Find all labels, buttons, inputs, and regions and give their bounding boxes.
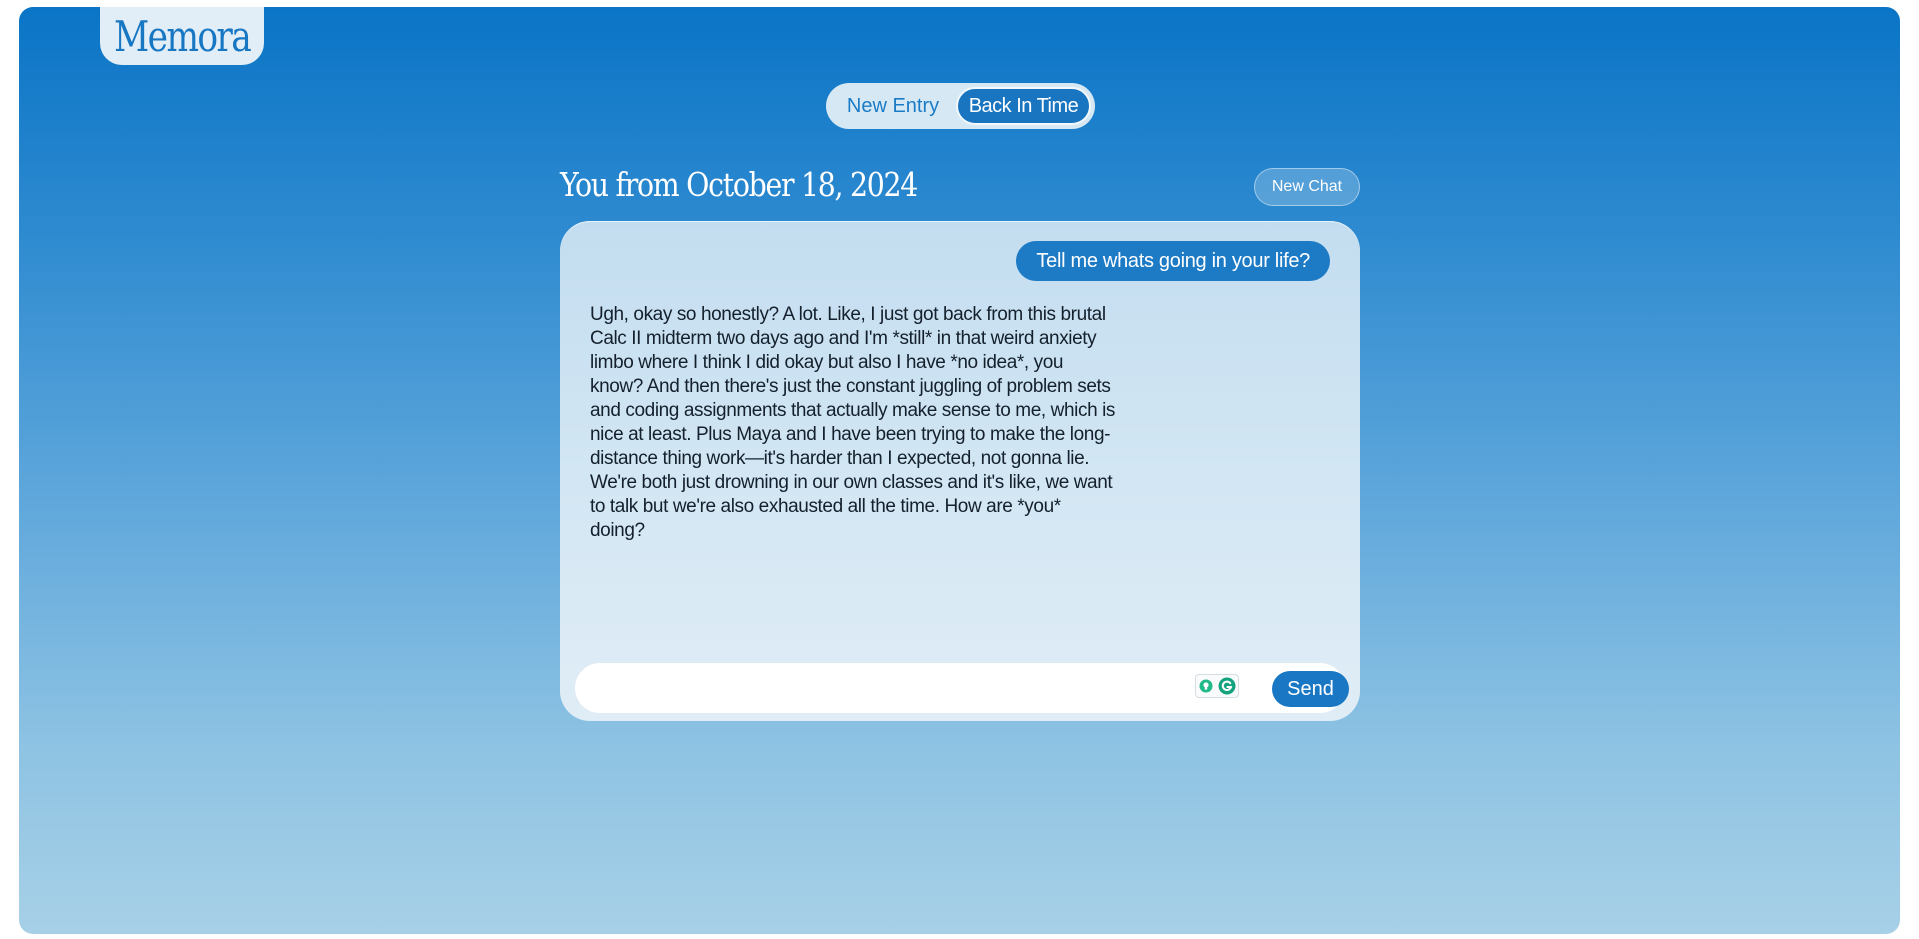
- lightbulb-icon[interactable]: [1199, 679, 1213, 693]
- logo-tab[interactable]: [100, 7, 264, 65]
- send-button[interactable]: Send: [1272, 671, 1349, 707]
- app-logo: Memora: [113, 11, 251, 61]
- assistant-message: Ugh, okay so honestly? A lot. Like, I just got back from this brutal Calc II midterm two days ago and I'm *still* in that weird anxiety limbo where I think I did okay but also I have *no idea*, you know? And then there's just the constant juggling of problem sets and coding assignments that actually make sense to me, which is nice at least. Plus Maya and I have been trying to make the long-distance thing work—it's harder than I expected, not gonna lie. We're both just drowning in our own classes and it's like, we want to talk but we're also exhausted all the time. How are *you* doing?: [590, 304, 1116, 541]
- new-chat-button[interactable]: New Chat: [1254, 168, 1360, 206]
- tab-new-entry[interactable]: New Entry: [846, 94, 940, 117]
- message-input[interactable]: [595, 673, 1179, 705]
- grammarly-icon[interactable]: [1218, 677, 1236, 695]
- chat-panel: [560, 221, 1360, 721]
- user-message-bubble: Tell me whats going in your life?: [1016, 241, 1330, 281]
- tab-back-in-time[interactable]: Back In Time: [956, 87, 1091, 125]
- mode-toggle: [826, 83, 1095, 129]
- message-composer: [575, 663, 1345, 713]
- app-window: [19, 7, 1900, 934]
- extension-icons[interactable]: [1195, 674, 1239, 698]
- page-title: You from October 18, 2024: [560, 165, 918, 204]
